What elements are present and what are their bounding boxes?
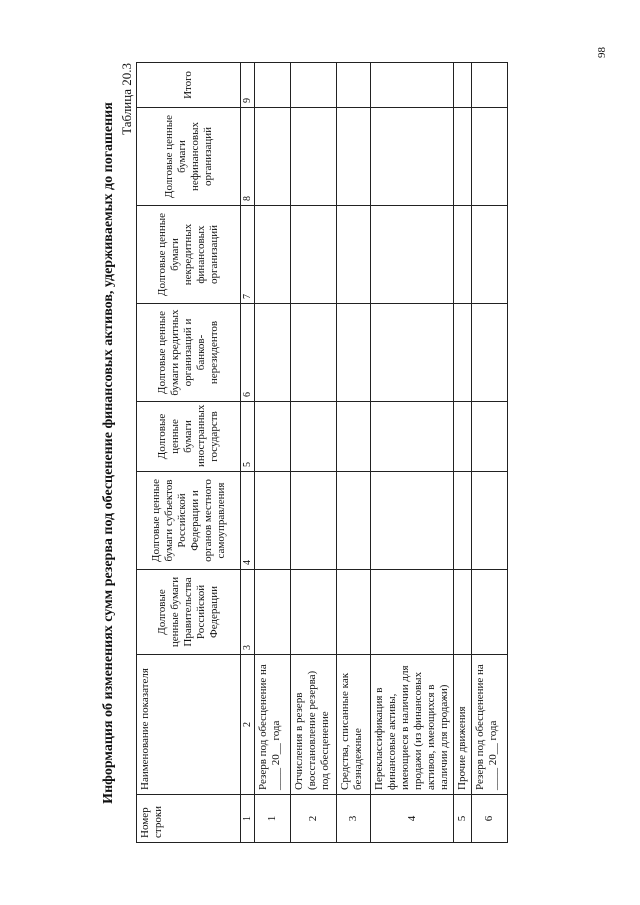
table-cell (291, 63, 337, 108)
table-cell (337, 570, 371, 655)
table-cell (371, 63, 454, 108)
table-cell (337, 402, 371, 472)
table-row (255, 63, 291, 843)
column-number: 9 (241, 63, 255, 108)
row-number: 3 (337, 795, 371, 843)
table-cell (255, 63, 291, 108)
row-number: 5 (454, 795, 472, 843)
table-cell (454, 304, 472, 402)
table-cell (454, 63, 472, 108)
table-cell (291, 304, 337, 402)
table-cell (454, 472, 472, 570)
reserve-table (136, 62, 508, 843)
table-cell (255, 108, 291, 206)
column-number: 5 (241, 402, 255, 472)
table-label: Таблица 20.3 (119, 63, 134, 135)
table-cell (454, 206, 472, 304)
table-cell (371, 472, 454, 570)
page-number: 98 (596, 47, 608, 58)
row-label: Резерв под обесценение на ____ 20__ года (255, 655, 291, 795)
table-cell (255, 402, 291, 472)
table-cell (371, 206, 454, 304)
table-row (472, 63, 508, 843)
column-number: 3 (241, 570, 255, 655)
table-cell (255, 304, 291, 402)
col-header-regional-bonds: Долговые ценные бумаги субъектов Российской Федерации и органов местного самоуправления (137, 472, 241, 570)
col-header-credit-org-bonds: Долговые ценные бумаги кредитных организаций и банков-нерезидентов (137, 304, 241, 402)
col-header-noncredit-fin-bonds: Долговые ценные бумаги некредитных финансовых организаций (137, 206, 241, 304)
table-cell (337, 206, 371, 304)
table-cell (454, 108, 472, 206)
row-number: 2 (291, 795, 337, 843)
column-number-row (241, 63, 255, 843)
table-cell (291, 472, 337, 570)
page-title: Информация об изменениях сумм резерва под обесценение финансовых активов, удерживаемых до погашения (101, 102, 116, 804)
table-cell (337, 304, 371, 402)
column-number: 6 (241, 304, 255, 402)
table-cell (472, 570, 508, 655)
table-cell (255, 472, 291, 570)
table-cell (472, 108, 508, 206)
column-number: 1 (241, 795, 255, 843)
table-cell (291, 206, 337, 304)
table-cell (371, 108, 454, 206)
table-row (337, 63, 371, 843)
table-cell (454, 402, 472, 472)
header-row (137, 63, 241, 843)
row-number: 6 (472, 795, 508, 843)
row-label: Прочие движения (454, 655, 472, 795)
table-cell (472, 63, 508, 108)
table-row (371, 63, 454, 843)
table-cell (337, 108, 371, 206)
table-cell (472, 472, 508, 570)
table-cell (454, 570, 472, 655)
table-cell (371, 402, 454, 472)
column-number: 2 (241, 655, 255, 795)
table-cell (255, 206, 291, 304)
row-label: Переклассификация в финансовые активы, имеющиеся в наличии для продажи (из финансовых активов, имеющихся в наличии для продажи) (371, 655, 454, 795)
table-cell (472, 304, 508, 402)
table-cell (371, 304, 454, 402)
rotated-content (100, 63, 520, 843)
column-number: 8 (241, 108, 255, 206)
row-label: Резерв под обесценение на ____ 20__ года (472, 655, 508, 795)
col-header-nonfinancial-bonds: Долговые ценные бумаги нефинансовых организаций (137, 108, 241, 206)
table-cell (472, 206, 508, 304)
table-cell (291, 108, 337, 206)
row-number: 4 (371, 795, 454, 843)
table-cell (337, 63, 371, 108)
row-label: Средства, списанные как безнадежные (337, 655, 371, 795)
table-cell (371, 570, 454, 655)
column-number: 4 (241, 472, 255, 570)
col-header-total: Итого (137, 63, 241, 108)
row-label: Отчисления в резерв (восстановление резерва) под обесценение (291, 655, 337, 795)
table-cell (255, 570, 291, 655)
table-cell (291, 570, 337, 655)
col-header-government-bonds: Долговые ценные бумаги Правительства Российской Федерации (137, 570, 241, 655)
col-header-row-number: Номер строки (137, 795, 241, 843)
col-header-indicator: Наименование показателя (137, 655, 241, 795)
table-cell (337, 472, 371, 570)
row-number: 1 (255, 795, 291, 843)
table-cell (291, 402, 337, 472)
table-row (454, 63, 472, 843)
table-row (291, 63, 337, 843)
table-cell (472, 402, 508, 472)
col-header-foreign-state-bonds: Долговые ценные бумаги иностранных государств (137, 402, 241, 472)
column-number: 7 (241, 206, 255, 304)
